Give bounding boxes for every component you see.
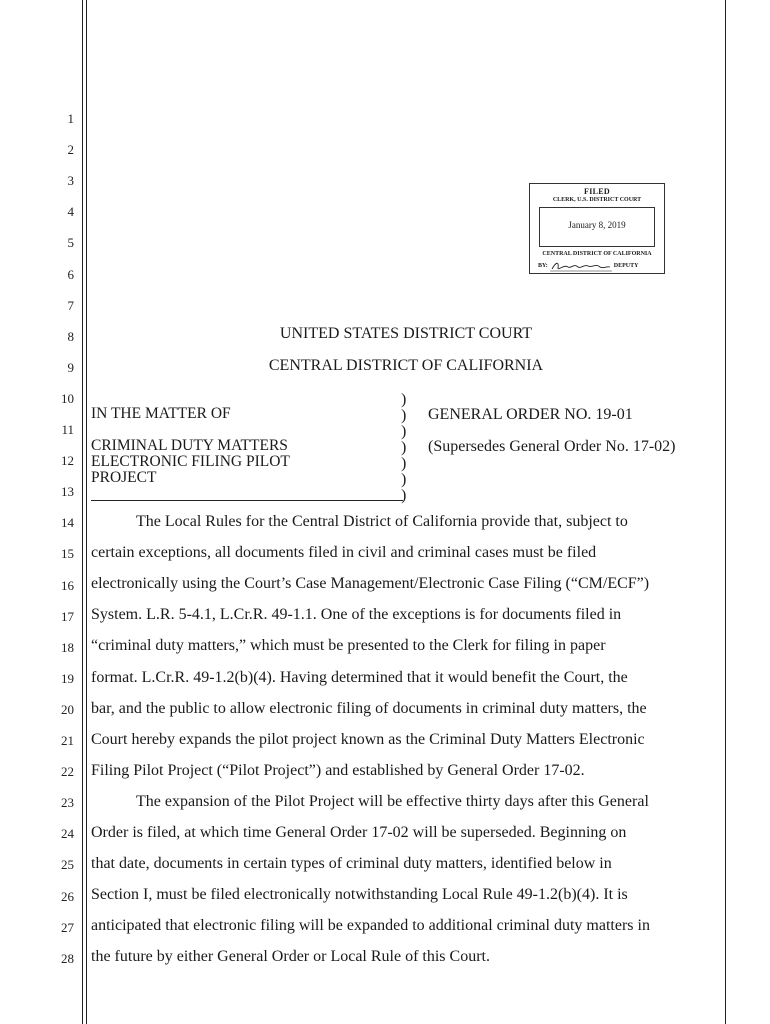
left-margin-rule-inner: [86, 0, 87, 1024]
line-number: 2: [67, 142, 74, 158]
caption-paren: ): [401, 407, 407, 424]
body-text-line: format. L.Cr.R. 49-1.2(b)(4). Having determined that it would benefit the Court, the: [91, 668, 628, 686]
signature-icon: [550, 260, 612, 272]
court-district: CENTRAL DISTRICT OF CALIFORNIA: [268, 357, 544, 374]
left-margin-rule: [82, 0, 83, 1024]
line-number: 14: [61, 515, 74, 531]
body-text-line: Section I, must be filed electronically notwithstanding Local Rule 49-1.2(b)(4). It is: [91, 886, 628, 904]
line-number: 20: [61, 701, 74, 717]
stamp-date: January 8, 2019: [568, 220, 626, 230]
body-text-line: certain exceptions, all documents filed in civil and criminal cases must be filed: [91, 544, 597, 562]
caption-paren: ): [401, 471, 407, 488]
stamp-clerk-label: CLERK, U.S. DISTRICT COURT: [552, 197, 642, 203]
line-number: 22: [61, 764, 74, 780]
stamp-district-label: CENTRAL DISTRICT OF CALIFORNIA: [542, 251, 652, 257]
caption-parens: [401, 392, 413, 504]
body-text-line: The Local Rules for the Central District of California provide that, subject to: [136, 513, 628, 530]
body-text-line: electronically using the Court’s Case Management/Electronic Case Filing (“CM/ECF”): [91, 575, 650, 593]
line-number: 28: [61, 950, 74, 966]
body-text-line: System. L.R. 5-4.1, L.Cr.R. 49-1.1. One of the exceptions is for documents filed in: [91, 606, 622, 624]
line-number: 19: [61, 670, 74, 686]
line-number: 6: [67, 266, 74, 282]
caption-paren: ): [401, 487, 407, 504]
body-text-line: the future by either General Order or Local Rule of this Court.: [91, 948, 490, 966]
line-number: 10: [61, 390, 74, 406]
body-text-line: Order is filed, at which time General Order 17-02 will be superseded. Beginning on: [91, 824, 627, 841]
stamp-date-box: [539, 207, 655, 247]
stamp-filed-label: FILED: [584, 187, 610, 196]
line-number: 17: [61, 608, 74, 624]
line-number: 1: [67, 111, 74, 126]
caption-underline: [91, 500, 403, 501]
stamp-deputy-label: DEPUTY: [613, 263, 639, 269]
body-text-line: Filing Pilot Project (“Pilot Project”) and established by General Order 17-02.: [91, 761, 585, 779]
stamp-byline: [538, 260, 660, 272]
body-text-line: Court hereby expands the pilot project known as the Criminal Duty Matters Electronic: [91, 730, 645, 748]
stamp-by-label: BY:: [538, 263, 548, 269]
line-number: 18: [61, 639, 74, 655]
caption-matter: IN THE MATTER OF: [91, 405, 231, 422]
line-number: 8: [67, 328, 74, 344]
caption-paren: ): [401, 423, 407, 440]
line-number: 27: [61, 919, 74, 935]
line-number: 23: [61, 795, 74, 811]
line-number: 9: [67, 359, 74, 375]
body-text-line: “criminal duty matters,” which must be presented to the Clerk for filing in paper: [91, 637, 606, 655]
body-text-line: anticipated that electronic filing will be expanded to additional criminal duty matters in: [91, 917, 650, 935]
caption-project-line-1: CRIMINAL DUTY MATTERS: [91, 437, 288, 454]
line-number: 26: [61, 888, 74, 904]
line-number: 24: [61, 826, 74, 842]
line-number: 16: [61, 577, 74, 593]
body-text-line: The expansion of the Pilot Project will be effective thirty days after this General: [136, 792, 649, 810]
line-number: 3: [67, 173, 74, 189]
line-number: 5: [67, 235, 74, 251]
supersedes-note: (Supersedes General Order No. 17-02): [428, 438, 676, 455]
caption-paren: ): [401, 455, 407, 472]
line-number: 25: [61, 857, 74, 873]
body-text-line: that date, documents in certain types of criminal duty matters, identified below in: [91, 855, 612, 873]
court-name: UNITED STATES DISTRICT COURT: [279, 325, 533, 342]
caption-paren: ): [401, 391, 407, 408]
line-number: 13: [61, 484, 74, 500]
line-number: 21: [61, 733, 74, 748]
line-number: 12: [61, 453, 74, 469]
caption-paren: ): [401, 439, 407, 456]
filed-stamp: [529, 183, 665, 274]
general-order-number: GENERAL ORDER NO. 19-01: [428, 406, 633, 423]
caption-project-line-2: ELECTRONIC FILING PILOT: [91, 453, 290, 470]
right-margin-rule: [725, 0, 726, 1024]
line-number: 4: [67, 204, 74, 220]
line-number: 7: [67, 297, 74, 313]
line-number: 15: [61, 546, 74, 562]
caption-project-line-3: PROJECT: [91, 469, 157, 486]
line-number: 11: [61, 422, 74, 437]
body-text-line: bar, and the public to allow electronic filing of documents in criminal duty matters, the: [91, 699, 647, 717]
